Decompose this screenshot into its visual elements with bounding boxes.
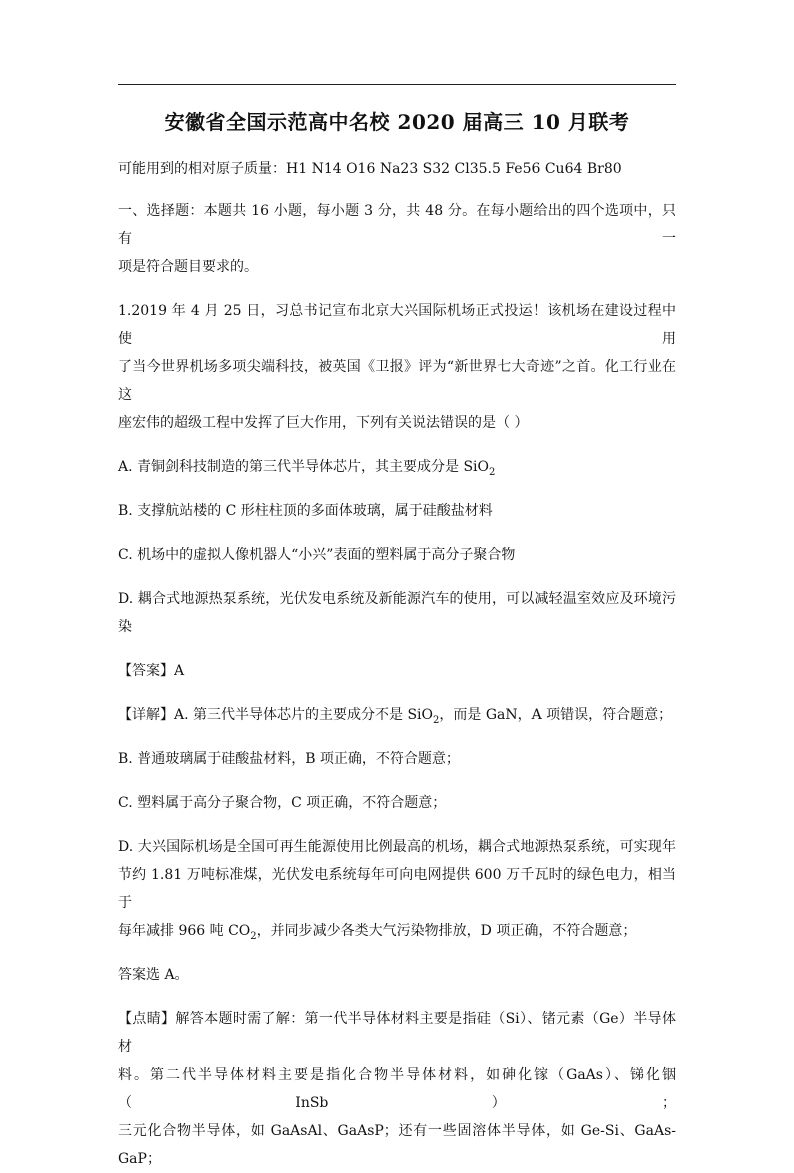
option-a [118, 453, 676, 481]
answer-label: 【答案】 [118, 663, 174, 679]
explain-a-text: A. 第三代半导体芯片的主要成分不是 SiO [174, 707, 434, 723]
atomic-masses-line: 可能用到的相对原子质量：H1 N14 O16 Na23 S32 Cl35.5 Fe56 Cu64 Br80 [118, 161, 622, 177]
explain-d [118, 833, 676, 945]
note-line-1 [118, 1005, 676, 1061]
explain-c: C. 塑料属于高分子聚合物，C 项正确，不符合题意； [118, 795, 447, 811]
note-line-2: 料。第二代半导体材料主要是指化合物半导体材料，如砷化镓（GaAs）、锑化铟（InSb）； [118, 1067, 676, 1111]
option-a-subscript: 2 [489, 466, 496, 478]
note-line-3: 三元化合物半导体，如 GaAsAl、GaAsP；还有一些固溶体半导体，如 Ge-Si、GaAs-GaP； [118, 1123, 676, 1167]
note-block [118, 1005, 676, 1173]
explain-d-line-3-text: 每年减排 966 吨 CO [118, 923, 251, 939]
option-a-text: A. 青铜剑科技制造的第三代半导体芯片，其主要成分是 SiO [118, 459, 490, 475]
question-line-3: 座宏伟的超级工程中发挥了巨大作用，下列有关说法错误的是（ ） [118, 415, 529, 431]
explain-d-subscript: 2 [250, 930, 257, 942]
explain-b: B. 普通玻璃属于硅酸盐材料，B 项正确，不符合题意； [118, 751, 460, 767]
option-b: B. 支撑航站楼的 C 形柱柱顶的多面体玻璃，属于硅酸盐材料 [118, 503, 493, 519]
page-title: 安徽省全国示范高中名校 2020 届高三 10 月联考 [164, 110, 630, 134]
option-d-line-1: D. 耦合式地源热泵系统，光伏发电系统及新能源汽车的使用，可以减轻温室效应及环境污 [118, 591, 676, 607]
section-line-2: 项是符合题目要求的。 [118, 259, 258, 275]
option-d [118, 585, 676, 641]
option-c: C. 机场中的虚拟人像机器人“小兴”表面的塑料属于高分子聚合物 [118, 547, 516, 563]
document-body [118, 155, 676, 1173]
option-d-line-2: 染 [118, 619, 132, 635]
explain-a-rest: ，而是 GaN，A 项错误，符合题意； [439, 707, 673, 723]
answer-conclusion: 答案选 A。 [118, 967, 189, 983]
explain-d-line-3 [118, 923, 637, 942]
explain-d-line-1: D. 大兴国际机场是全国可再生能源使用比例最高的机场，耦合式地源热泵系统，可实现年 [118, 839, 676, 855]
explain-d-line-2: 节约 1.81 万吨标准煤，光伏发电系统每年可向电网提供 600 万千瓦时的绿色电力，相当于 [118, 867, 676, 911]
question-line-2: 了当今世界机场多项尖端科技，被英国《卫报》评为“新世界七大奇迹”之首。化工行业在这 [118, 359, 676, 403]
answer-value: A [174, 663, 185, 679]
note-label: 【点睛】 [118, 1011, 176, 1027]
section-instructions [118, 197, 676, 281]
explain-d-line-3-rest: ，并同步减少各类大气污染物排放，D 项正确，不符合题意； [256, 923, 637, 939]
question-line-1: 1.2019 年 4 月 25 日，习总书记宣布北京大兴国际机场正式投运！该机场在建设过程中使用 [118, 303, 676, 347]
explain-label: 【详解】 [118, 707, 174, 723]
answer-line [118, 657, 676, 685]
note-line-1-text: 解答本题时需了解：第一代半导体材料主要是指硅（Si）、锗元素（Ge）半导体材 [118, 1011, 676, 1055]
question-1-stem [118, 297, 676, 437]
explain-a [118, 701, 676, 729]
section-line-1: 一、选择题：本题共 16 小题，每小题 3 分，共 48 分。在每小题给出的四个选项中，只有一 [118, 203, 676, 247]
explain-a-subscript: 2 [433, 714, 440, 726]
header-rule [118, 84, 676, 85]
